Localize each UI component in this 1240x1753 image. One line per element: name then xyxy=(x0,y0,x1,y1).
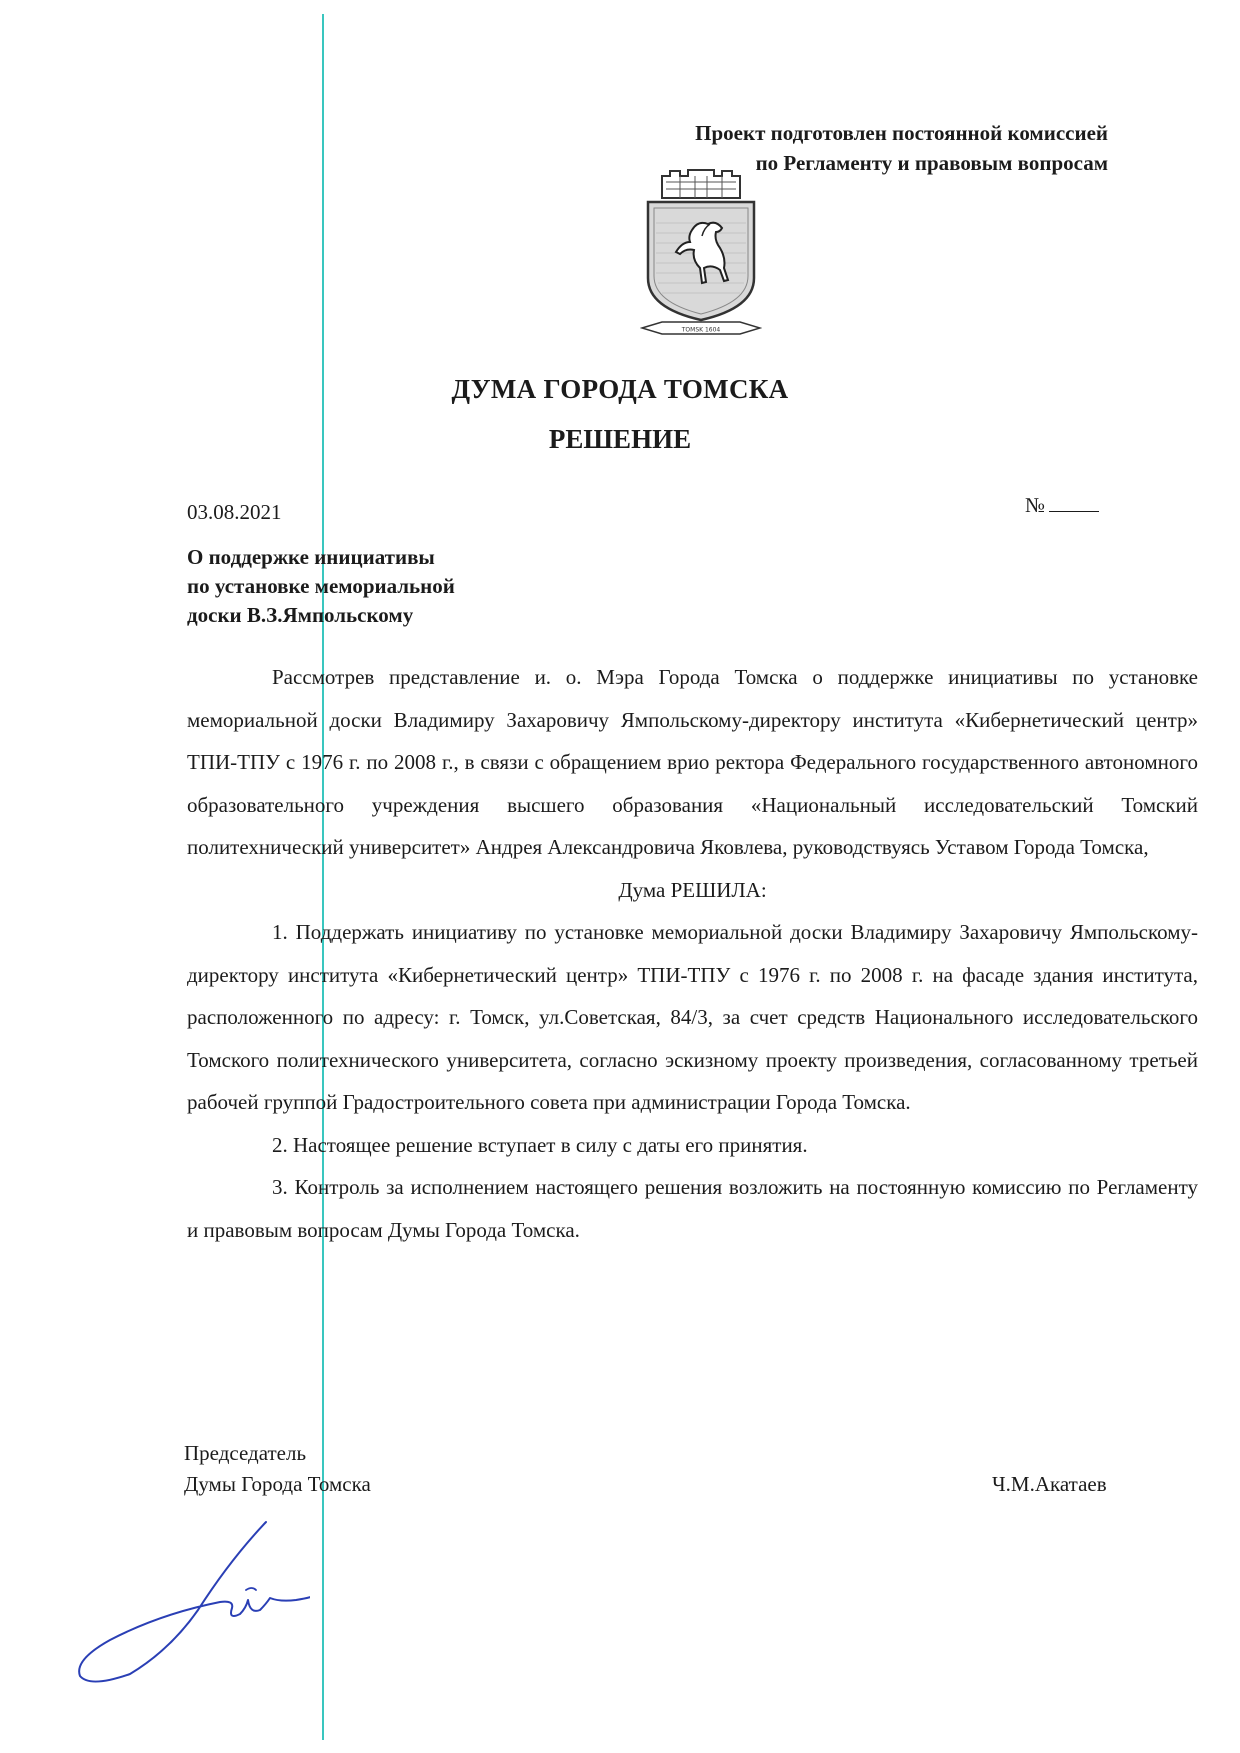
subject-line-3: доски В.З.Ямпольскому xyxy=(187,603,414,627)
coat-of-arms-icon xyxy=(640,168,762,343)
prepared-line-1: Проект подготовлен постоянной комиссией xyxy=(695,121,1108,145)
subject-line-2: по установке мемориальной xyxy=(187,574,455,598)
decision-date: 03.08.2021 xyxy=(187,500,282,524)
signer-position-line-2: Думы Города Томска xyxy=(184,1472,371,1496)
number-blank xyxy=(1049,491,1099,512)
item-1-paragraph: 1. Поддержать инициативу по установке мемориальной доски Владимиру Захаровичу Ямпольскому-директору института «Кибернетический центр» ТПИ-ТПУ с 1976 г. по 2008 г. на фасаде здания института, расположенного по адресу: г. Томск, ул.Советская, 84/3, за счет средств Национального исследовательского Томского политехнического университета, согласно эскизному проекту произведения, согласованному третьей рабочей группой Градостроительного совета при администрации Города Томска. xyxy=(187,920,1198,1114)
organization-title: ДУМА ГОРОДА ТОМСКА xyxy=(451,374,789,404)
svg-text:TOMSK 1604: TOMSK 1604 xyxy=(681,326,721,334)
resolved-heading: Дума РЕШИЛА: xyxy=(618,877,767,902)
prepared-line-2: по Регламенту и правовым вопросам xyxy=(755,151,1108,175)
decision-number xyxy=(1025,491,1099,518)
document-type: РЕШЕНИЕ xyxy=(548,424,692,454)
preamble-paragraph: Рассмотрев представление и. о. Мэра Города Томска о поддержке инициативы по установке мемориальной доски Владимиру Захаровичу Ямпольскому-директору института «Кибернетический центр» ТПИ-ТПУ с 1976 г. по 2008 г., в связи с обращением врио ректора Федерального государственного автономного образовательного учреждения высшего образования «Национальный исследовательский Томский политехнический университет» Андрея Александровича Яковлева, руководствуясь Уставом Города Томска, xyxy=(187,665,1198,859)
decision-subject xyxy=(187,543,455,630)
item-3-paragraph: 3. Контроль за исполнением настоящего решения возложить на постоянную комиссию по Регламенту и правовым вопросам Думы Города Томска. xyxy=(187,1175,1198,1242)
signer-position xyxy=(184,1438,371,1500)
signer-position-line-1: Председатель xyxy=(184,1441,307,1465)
number-label: № xyxy=(1025,493,1046,517)
signer-name: Ч.М.Акатаев xyxy=(992,1472,1107,1496)
subject-line-1: О поддержке инициативы xyxy=(187,545,435,569)
item-2-paragraph: 2. Настоящее решение вступает в силу с даты его принятия. xyxy=(272,1132,808,1157)
handwritten-signature-icon xyxy=(70,1510,310,1690)
decision-body xyxy=(187,656,1198,1251)
